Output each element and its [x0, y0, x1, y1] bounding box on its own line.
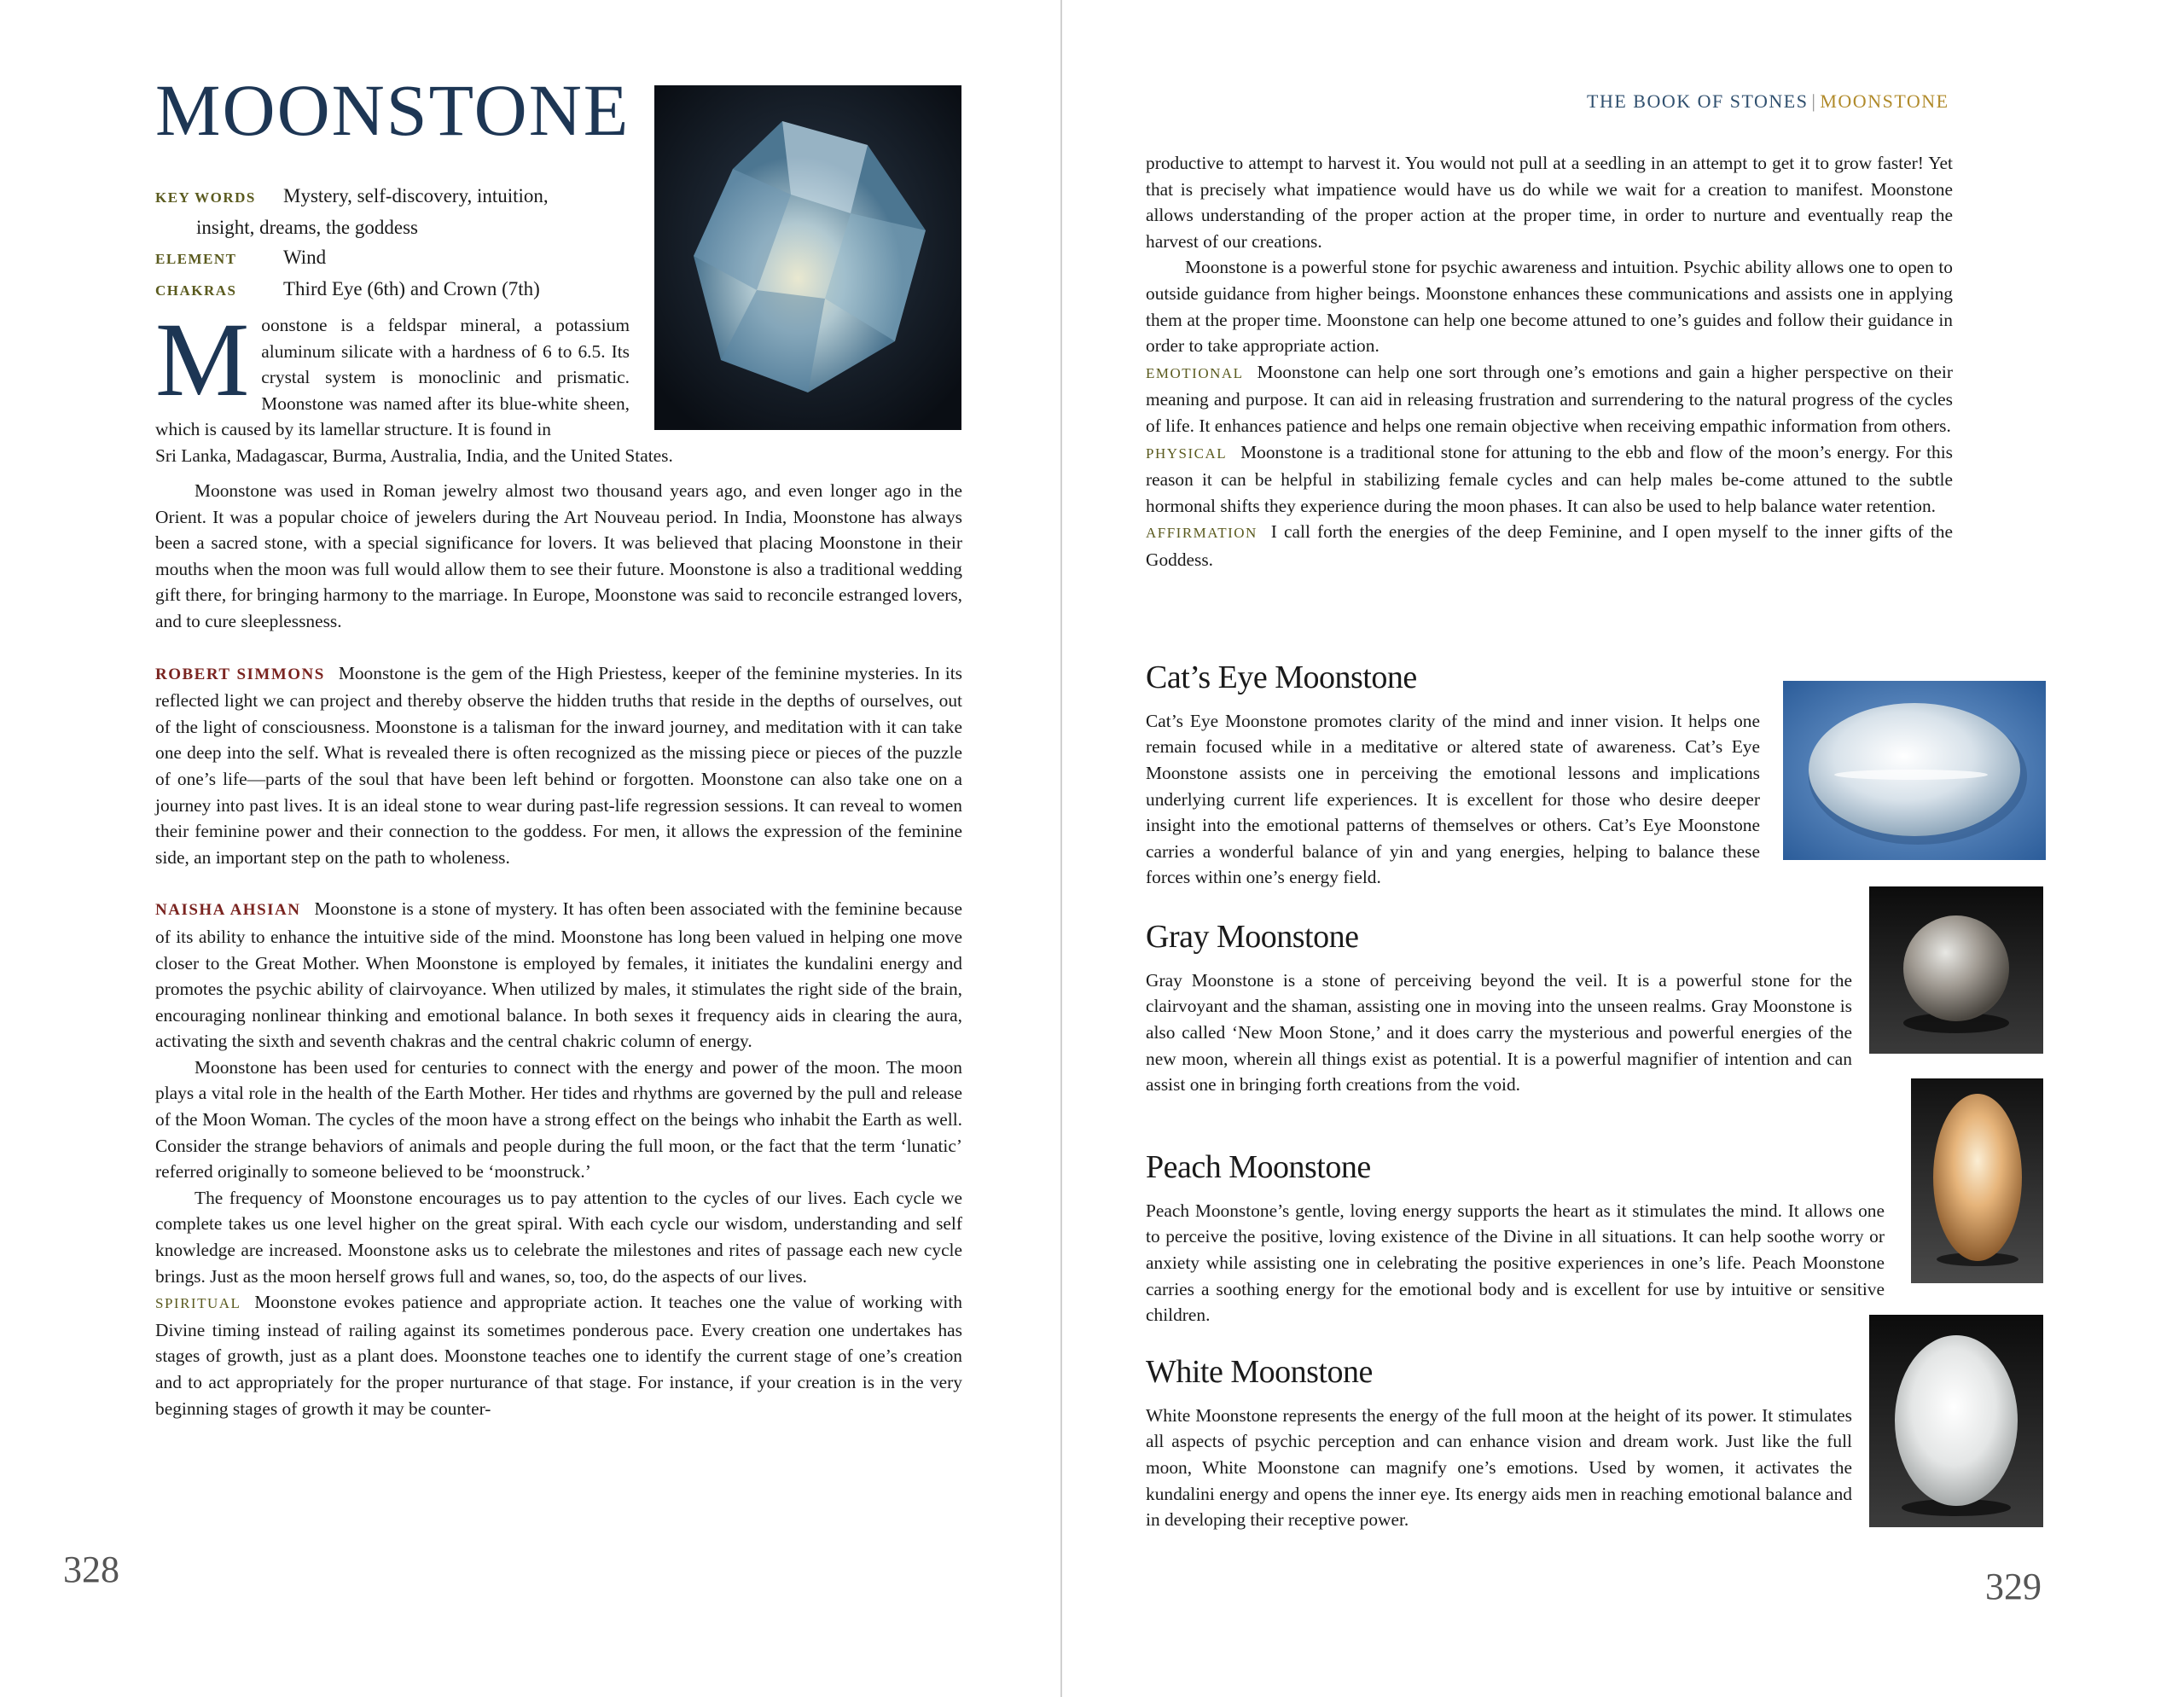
intro-paragraph-tail: Sri Lanka, Madagascar, Burma, Australia, India, and the United States.: [155, 445, 673, 466]
running-head-separator: |: [1811, 90, 1817, 112]
robert-simmons-label: ROBERT SIMMONS: [155, 665, 325, 683]
roman-history-paragraph: Moonstone was used in Roman jewelry almost two thousand years ago, and even longer ago in the Orient. It was a popular choice of jewelers during the Art Nouveau period. In India, Moonstone has always been a sacred stone, with a special significance for lovers. It was believed that placing Moonstone in their mouths when the moon was full would allow them to see their future. Moonstone is also a traditional wedding gift there, for bringing harmony to the marriage. In Europe, Moonstone was said to reconcile estranged lovers, and to cure sleeplessness.: [155, 480, 962, 631]
chakras-label: CHAKRAS: [155, 282, 237, 299]
robert-simmons-text: Moonstone is the gem of the High Priestess, keeper of the feminine mysteries. In its reflected light we can project and thereby observe the hidden truths that reside in the depths of ourselves, out of the light of consciousness. Moonstone is a talisman for the inward journey, and meditation with it can take one deep into the self. What is revealed there is often recognized as the missing piece or pieces of the puzzle of one’s life—parts of the soul that have been left behind or forgotten. Moonstone can also take one on a journey into past lives. It is an ideal stone to wear during past-life regression sessions. It can reveal to women their feminine power and their connection to the goddess. For men, it allows the expression of the feminine side, an important step on the path to wholeness.: [155, 662, 962, 868]
gray-moonstone-photo: [1869, 886, 2043, 1054]
running-head-entry: MOONSTONE: [1820, 90, 1949, 112]
peach-text: Peach Moonstone’s gentle, loving energy supports the heart as it stimulates the mind. It allows one to perceive the positive, loving existence of the Divine in all situations. It can help soothe worry or anxiety while assisting one in celebrating the positive experiences in one’s life. Peach Moonstone carries a soothing energy for the emotional body and is excellent for use by intuitive or sensitive children.: [1146, 1200, 1885, 1326]
key-words-continuation: insight, dreams, the goddess: [196, 217, 418, 238]
emotional-text: Moonstone can help one sort through one’s emotions and gain a higher perspective on their meaning and purpose. It can aid in releasing frustration and surrendering to the natural progress of the cycles of life. It enhances patience and helps one remain objective when receiving empathic information from others.: [1146, 361, 1953, 436]
spiritual-text: Moonstone evokes patience and appropriate action. It teaches one the value of working with Divine timing instead of railing against its sometimes ponderous pace. Every creation one undertakes has stages of growth, just as a plant does. Moonstone teaches one to identify the current stage of one’s creation and to act appropriately for the proper nurturance of that stage. For instance, if your creation is in the very beginning stages of growth it may be counter-: [155, 1292, 962, 1419]
physical-text: Moonstone is a traditional stone for attuning to the ebb and flow of the moon’s energy. For this reason it can be helpful in stabilizing female cycles and can help males be-come attuned to the subtle hormonal shifts they experience during the moon phases. It can also be used to help balance water retention.: [1146, 441, 1953, 516]
gray-heading: Gray Moonstone: [1146, 919, 1359, 955]
chakras-value: Third Eye (6th) and Crown (7th): [283, 278, 540, 299]
robert-simmons-paragraph: [155, 660, 962, 871]
cats-eye-text: Cat’s Eye Moonstone promotes clarity of the mind and inner vision. It helps one remain focused while in a meditative or altered state of awareness. Cat’s Eye Moonstone assists one in perceiving the emotional lessons and implications underlying current life experiences. It is excellent for those who desire deeper insight into the emotional patterns of themselves or others. Cat’s Eye Moonstone carries a wonderful balance of yin and yang energies, helping to balance these forces within one’s energy field.: [1146, 710, 1760, 888]
right-main-text: [1146, 150, 1953, 573]
spiritual-paragraph: [155, 1289, 962, 1421]
affirmation-paragraph: [1146, 519, 1953, 572]
intro-block: [155, 301, 962, 469]
spiritual-label: SPIRITUAL: [155, 1295, 241, 1312]
emotional-paragraph: [1146, 359, 1953, 439]
running-head: [1587, 90, 1949, 113]
key-words-label: KEY WORDS: [155, 189, 256, 206]
white-moonstone-photo: [1869, 1315, 2043, 1527]
peach-section: [1146, 1150, 1885, 1328]
physical-paragraph: [1146, 439, 1953, 520]
drop-cap: M: [155, 301, 250, 418]
moon-energy-paragraph: Moonstone has been used for centuries to connect with the energy and power of the moon. The moon plays a vital role in the health of the Earth Mother. Her tides and rhythms are governed by the pull and release of the Moon Woman. The cycles of the moon have a strong effect on the beings who inhabit the Earth as well. Consider the strange behaviors of animals and people during the full moon, or the fact that the term ‘lunatic’ referred originally to someone believed to be ‘moonstruck.’: [155, 1056, 962, 1183]
peach-moonstone-photo: [1911, 1078, 2043, 1283]
white-section: [1146, 1355, 1852, 1533]
naisha-ahsian-label: NAISHA AHSIAN: [155, 901, 301, 920]
physical-label: PHYSICAL: [1146, 445, 1228, 462]
intro-paragraph: oonstone is a feldspar mineral, a potassium aluminum silicate with a hardness of 6 to 6.5. Its crystal system is monoclinic and prismatic. Moonstone was named after its blue-white sheen, which is caused by its lamellar structure. It is found in: [155, 315, 630, 440]
key-words-row: [155, 181, 633, 212]
element-row: [155, 242, 633, 274]
key-words-value: Mystery, self-discovery, intuition,: [283, 185, 549, 206]
naisha-ahsian-text: Moonstone is a stone of mystery. It has often been associated with the feminine because of its ability to enhance the intuitive side of the mind. Moonstone has long been valued in helping one move closer to the Great Mother. When Moonstone is employed by females, it initiates the kundalini energy and promotes the psychic ability of clairvoyance. When utilized by males, it stimulates the right side of the brain, encouraging nonlinear thinking and emotional balance. In both sexes it frequency aids in clearing the aura, activating the sixth and seventh chakras and the central chakric column of energy.: [155, 898, 962, 1052]
cycles-paragraph: The frequency of Moonstone encourages us to pay attention to the cycles of our lives. Each cycle we complete takes us one level higher on the great spiral. With each cycle our wisdom, understanding and self knowledge are increased. Moonstone asks us to celebrate the milestones and rites of passage each new cycle brings. Just as the moon herself grows full and wanes, so, too, do the aspects of our lives.: [155, 1187, 962, 1287]
left-page: [0, 0, 1060, 1697]
cats-eye-section: [1146, 660, 1760, 891]
gray-text: Gray Moonstone is a stone of perceiving beyond the veil. It is a powerful stone for the clairvoyant and the shaman, assisting one in moving into the unseen realms. Gray Moonstone is also called ‘New Moon Stone,’ and it does carry the mysterious and powerful energies of the new moon, wherein all things exist as potential. It is a powerful magnifier of intention and can assist one in bringing forth creations from the void.: [1146, 969, 1852, 1095]
left-main-text: [155, 478, 962, 1421]
running-head-book: THE BOOK OF STONES: [1587, 90, 1809, 112]
affirmation-text: I call forth the energies of the deep Feminine, and I open myself to the inner gifts of the Goddess.: [1146, 521, 1953, 570]
white-text: White Moonstone represents the energy of the full moon at the height of its power. It stimulates all aspects of psychic perception and can enhance vision and dream work. Just like the full moon, White Moonstone can magnify one’s emotions. Used by women, it activates the kundalini energy and opens the inner eye. Its energy aids men in reaching emotional balance and in developing their receptive power.: [1146, 1404, 1852, 1531]
white-heading: White Moonstone: [1146, 1354, 1373, 1390]
page-number-right: 329: [1985, 1566, 2042, 1607]
naisha-ahsian-paragraph: [155, 896, 962, 1055]
intro-wrap-column: [155, 301, 630, 443]
cats-eye-moonstone-photo: [1783, 681, 2046, 860]
page-title: MOONSTONE: [155, 69, 630, 151]
psychic-paragraph: Moonstone is a powerful stone for psychic awareness and intuition. Psychic ability allows one to open to outside guidance from higher beings. Moonstone enhances these communications and assists one in applying them at the proper time. Moonstone can help one become attuned to one’s guides and follow their guidance in order to take appropriate action.: [1146, 257, 1953, 357]
emotional-label: EMOTIONAL: [1146, 364, 1244, 381]
element-value: Wind: [283, 247, 327, 268]
gray-section: [1146, 920, 1852, 1098]
cats-eye-heading: Cat’s Eye Moonstone: [1146, 660, 1417, 695]
continued-paragraph: productive to attempt to harvest it. You would not pull at a seedling in an attempt to get it to grow faster! Yet that is precisely what impatience would have us do while we wait for a creation to manifest. Moonstone allows understanding of the proper action at the proper time, in order to nurture and eventually reap the harvest of our creations.: [1146, 153, 1953, 252]
element-label: ELEMENT: [155, 251, 237, 267]
peach-heading: Peach Moonstone: [1146, 1149, 1371, 1185]
stone-metadata: [155, 181, 633, 305]
affirmation-label: AFFIRMATION: [1146, 525, 1258, 542]
page-number-left: 328: [63, 1549, 119, 1590]
